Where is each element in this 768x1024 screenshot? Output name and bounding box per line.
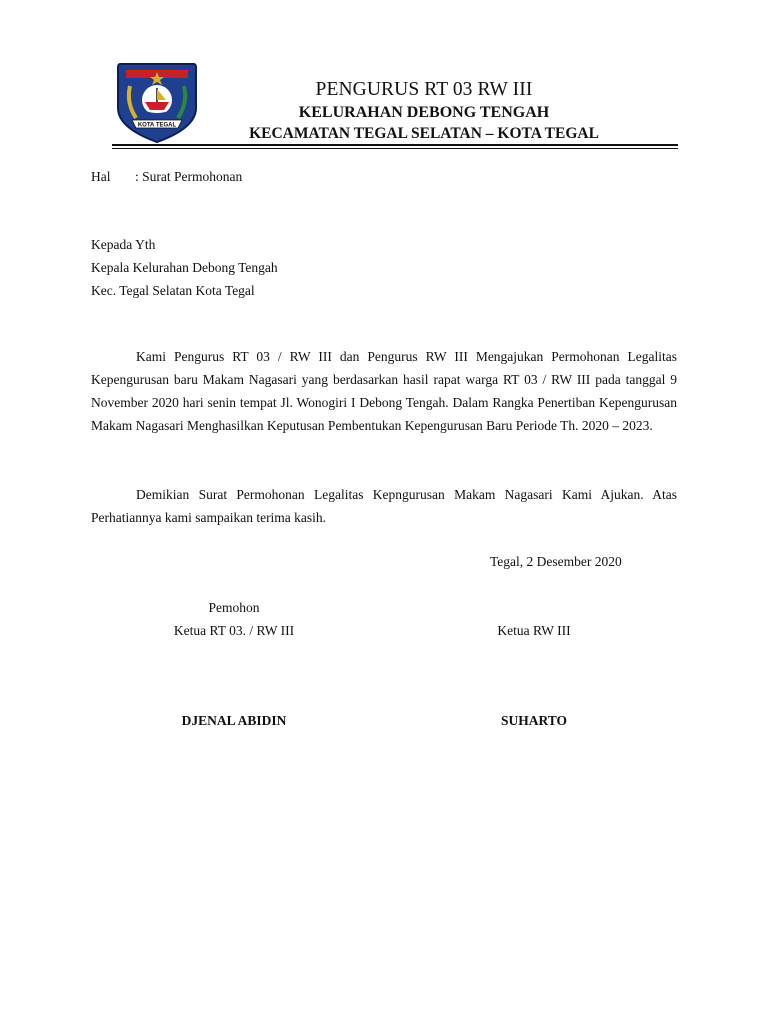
recipient-block bbox=[91, 233, 278, 302]
emblem-ribbon-text: KOTA TEGAL bbox=[137, 122, 177, 129]
subject-label: Hal bbox=[91, 169, 111, 184]
body-paragraph-2: Demikian Surat Permohonan Legalitas Kepngurusan Makam Nagasari Kami Ajukan. Atas Perhatiannya kami sampaikan terima kasih. bbox=[91, 487, 677, 525]
letterhead-title: PENGURUS RT 03 RW III bbox=[315, 79, 533, 100]
signatory-right-title: Ketua RW III bbox=[497, 623, 571, 638]
recipient-line-2: Kepala Kelurahan Debong Tengah bbox=[91, 260, 278, 275]
letterhead-divider-thin bbox=[112, 148, 678, 149]
signatory-left-title: Ketua RT 03. / RW III bbox=[173, 623, 295, 638]
letterhead-divider-thick bbox=[112, 144, 678, 146]
applicant-label: Pemohon bbox=[208, 600, 260, 615]
recipient-line-1: Kepada Yth bbox=[91, 237, 156, 252]
emblem-shield-icon bbox=[112, 58, 202, 144]
signatory-right-name: SUHARTO bbox=[500, 713, 568, 728]
subject-value: : Surat Permohonan bbox=[135, 169, 243, 184]
letterhead-kecamatan: KECAMATAN TEGAL SELATAN – KOTA TEGAL bbox=[249, 125, 599, 142]
kota-tegal-emblem bbox=[112, 58, 202, 144]
place-date: Tegal, 2 Desember 2020 bbox=[490, 554, 622, 569]
letterhead-kelurahan: KELURAHAN DEBONG TENGAH bbox=[298, 104, 550, 121]
signatory-left-name: DJENAL ABIDIN bbox=[181, 713, 287, 728]
body-paragraph-1: Kami Pengurus RT 03 / RW III dan Pengurus RW III Mengajukan Permohonan Legalitas Kepengurusan baru Makam Nagasari yang berdasarkan hasil rapat warga RT 03 / RW III pada tanggal 9 November 2020 hari senin tempat Jl. Wonogiri I Debong Tengah. Dalam Rangka Penertiban Kepengurusan Makam Nagasari Menghasilkan Keputusan Pembentukan Kepengurusan Baru Periode Th. 2020 – 2023. bbox=[91, 349, 677, 433]
recipient-line-3: Kec. Tegal Selatan Kota Tegal bbox=[91, 283, 255, 298]
